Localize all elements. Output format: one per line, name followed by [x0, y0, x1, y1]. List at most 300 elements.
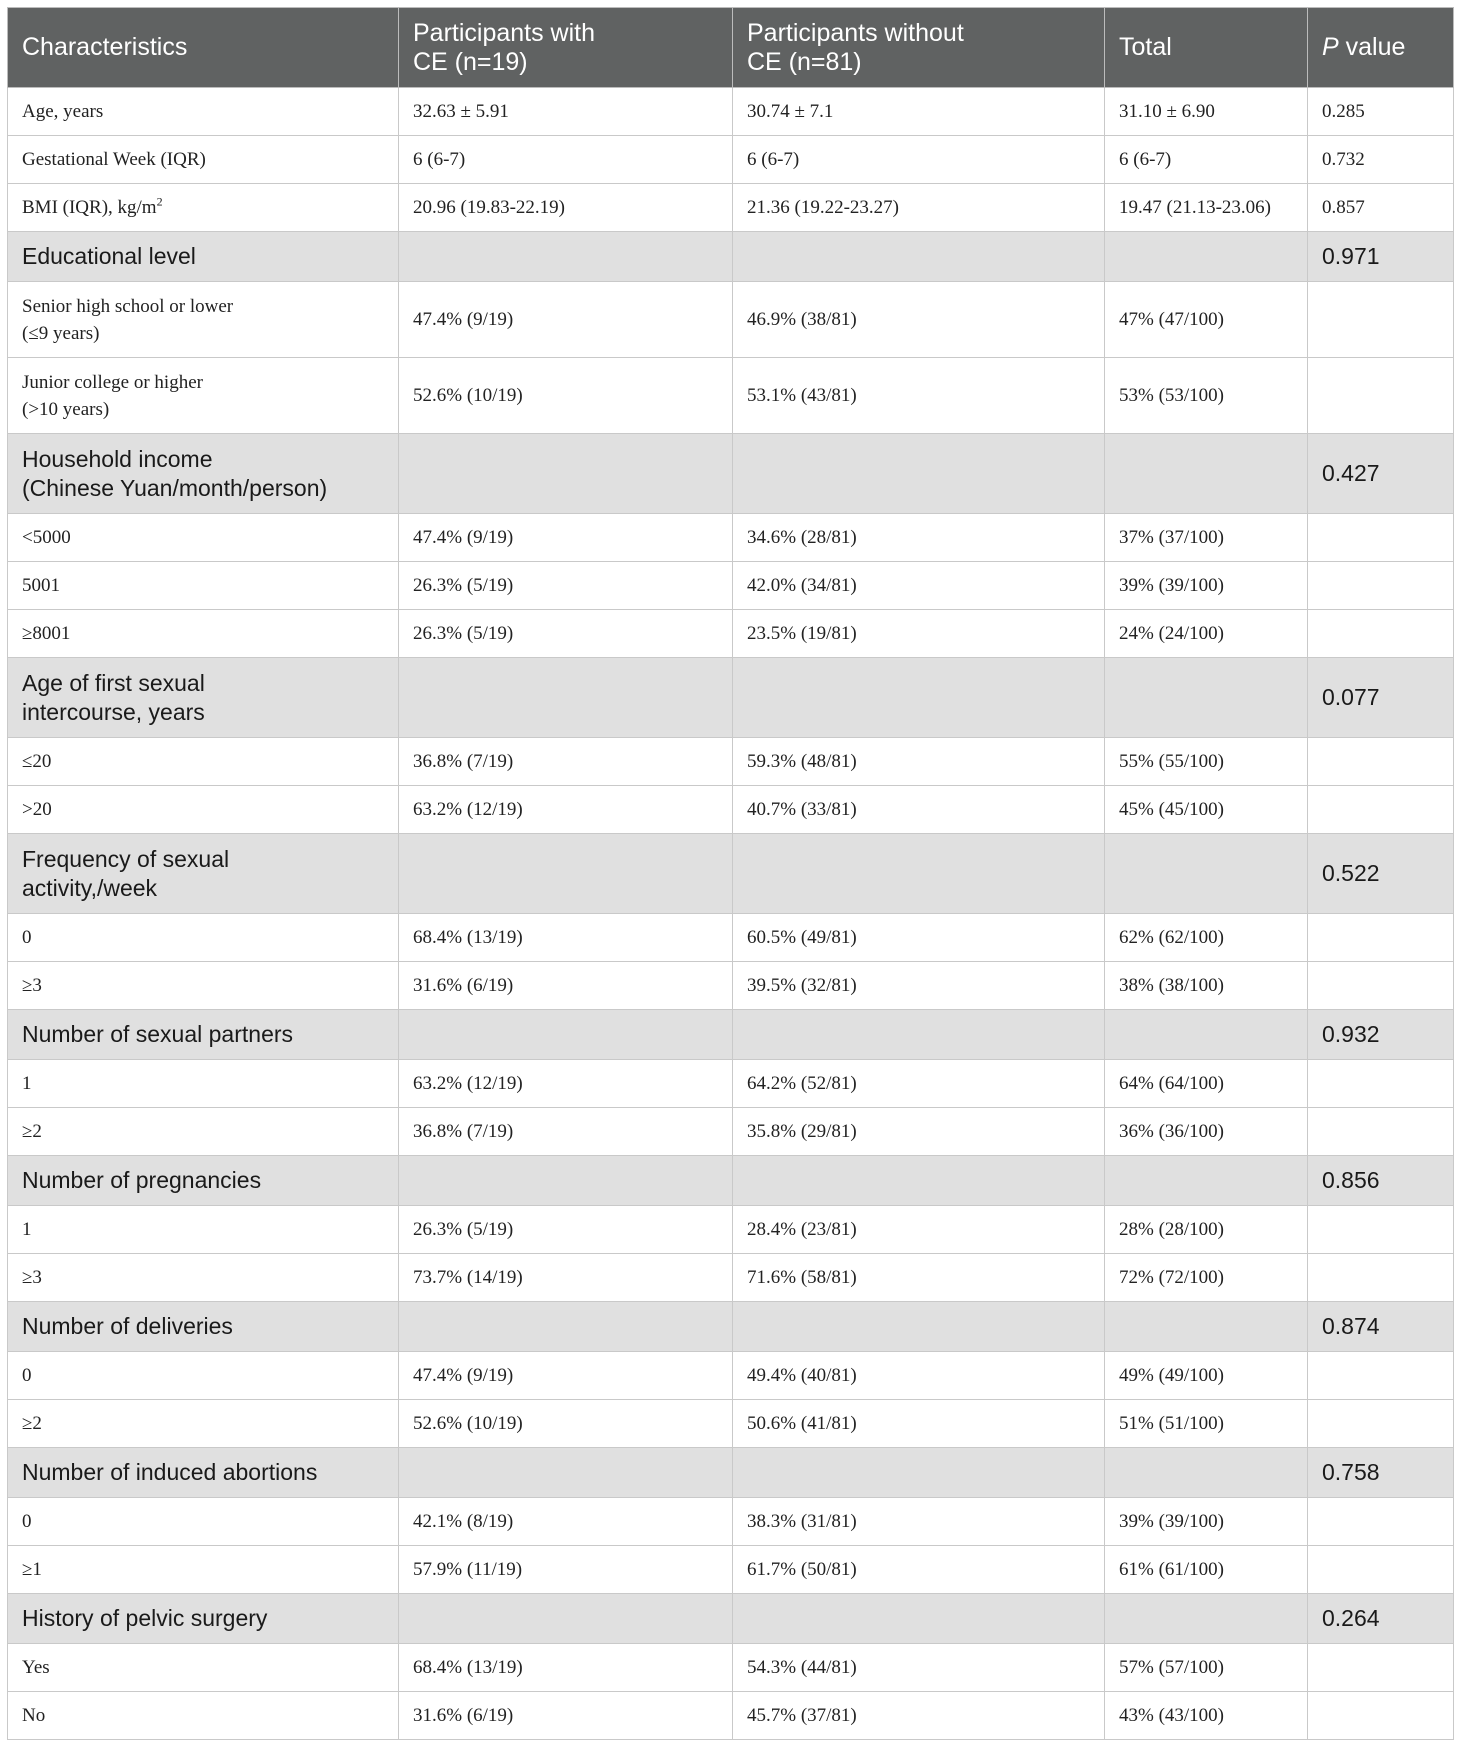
cell-text: 1: [22, 1219, 32, 1240]
category-p-value: [1308, 1156, 1454, 1206]
value-total: [1105, 358, 1308, 434]
category-empty-with: [399, 1010, 733, 1060]
category-empty-with: [399, 1302, 733, 1352]
cell-text: History of pelvic surgery: [22, 1605, 268, 1631]
row-label: [8, 1254, 399, 1302]
value-without-ce: [733, 738, 1105, 786]
header-characteristics: Characteristics: [8, 8, 399, 88]
cell-text: 50.6% (41/81): [747, 1413, 857, 1434]
cell-text: 39% (39/100): [1119, 575, 1225, 596]
table-row: [8, 1108, 1454, 1156]
cell-text: 26.3% (5/19): [413, 1219, 514, 1240]
category-empty-total: [1105, 834, 1308, 914]
value-with-ce: [399, 184, 733, 232]
cell-text: ≥3: [22, 1267, 42, 1288]
cell-text: Number of induced abortions: [22, 1459, 318, 1485]
cell-text: 6 (6-7): [747, 149, 800, 170]
row-label: [8, 1644, 399, 1692]
category-p-value: [1308, 434, 1454, 514]
value-without-ce: [733, 610, 1105, 658]
value-p: [1308, 514, 1454, 562]
cell-text: No: [22, 1705, 46, 1726]
table-row: [8, 562, 1454, 610]
value-with-ce: [399, 1644, 733, 1692]
value-with-ce: [399, 610, 733, 658]
table-row: [8, 88, 1454, 136]
category-row: [8, 834, 1454, 914]
cell-text: Gestational Week (IQR): [22, 149, 206, 170]
cell-text: 28% (28/100): [1119, 1219, 1225, 1240]
category-label: [8, 658, 399, 738]
cell-text: 37% (37/100): [1119, 527, 1225, 548]
table-row: [8, 914, 1454, 962]
value-total: [1105, 1644, 1308, 1692]
cell-text: ≤20: [22, 751, 52, 772]
row-label: [8, 738, 399, 786]
table-row: [8, 962, 1454, 1010]
cell-text: 68.4% (13/19): [413, 1657, 523, 1678]
category-p-value: [1308, 658, 1454, 738]
category-empty-with: [399, 1448, 733, 1498]
cell-text: 31.6% (6/19): [413, 975, 514, 996]
category-empty-with: [399, 1156, 733, 1206]
category-empty-total: [1105, 1010, 1308, 1060]
category-empty-with: [399, 232, 733, 282]
table-row: [8, 1546, 1454, 1594]
value-p: [1308, 1108, 1454, 1156]
value-without-ce: [733, 914, 1105, 962]
value-total: [1105, 184, 1308, 232]
value-without-ce: [733, 1206, 1105, 1254]
category-label: [8, 1156, 399, 1206]
cell-text: activity,/week: [22, 874, 158, 901]
value-p: [1308, 1546, 1454, 1594]
cell-text: 45.7% (37/81): [747, 1705, 857, 1726]
table-row: [8, 1206, 1454, 1254]
cell-text: 57.9% (11/19): [413, 1559, 523, 1580]
value-without-ce: [733, 562, 1105, 610]
value-p: [1308, 184, 1454, 232]
table-header-row: [8, 8, 1454, 88]
value-with-ce: [399, 514, 733, 562]
category-empty-total: [1105, 232, 1308, 282]
value-without-ce: [733, 88, 1105, 136]
cell-text: 0.264: [1322, 1605, 1380, 1631]
value-p: [1308, 1498, 1454, 1546]
table-row: [8, 1060, 1454, 1108]
value-total: [1105, 1060, 1308, 1108]
cell-text: 63.2% (12/19): [413, 1073, 523, 1094]
value-total: [1105, 1692, 1308, 1740]
cell-text: 61.7% (50/81): [747, 1559, 857, 1580]
cell-text: 45% (45/100): [1119, 799, 1225, 820]
cell-text: 51% (51/100): [1119, 1413, 1225, 1434]
value-without-ce: [733, 1352, 1105, 1400]
value-p: [1308, 1352, 1454, 1400]
superscript: 2: [156, 194, 163, 209]
header-total: Total: [1105, 8, 1308, 88]
cell-text: (≤9 years): [22, 322, 100, 344]
category-empty-without: [733, 434, 1105, 514]
row-label: [8, 1692, 399, 1740]
value-without-ce: [733, 1254, 1105, 1302]
characteristics-table-container: [7, 7, 1453, 1740]
table-row: [8, 282, 1454, 358]
row-label: [8, 962, 399, 1010]
value-total: [1105, 1206, 1308, 1254]
value-p: [1308, 738, 1454, 786]
value-with-ce: [399, 1108, 733, 1156]
value-with-ce: [399, 282, 733, 358]
row-label: [8, 1546, 399, 1594]
cell-text: >20: [22, 799, 52, 820]
cell-text: 47% (47/100): [1119, 309, 1225, 330]
value-with-ce: [399, 1352, 733, 1400]
cell-text: 73.7% (14/19): [413, 1267, 523, 1288]
table-row: [8, 184, 1454, 232]
row-label: [8, 514, 399, 562]
cell-text: Number of deliveries: [22, 1313, 233, 1339]
cell-text: Age of first sexual: [22, 669, 205, 696]
header-with-ce: Participants with CE (n=19): [399, 8, 733, 88]
cell-text: 36% (36/100): [1119, 1121, 1225, 1142]
cell-text: Senior high school or lower: [22, 295, 234, 317]
table-row: [8, 1254, 1454, 1302]
category-p-value: [1308, 1010, 1454, 1060]
cell-text: ≥8001: [22, 623, 71, 644]
category-empty-total: [1105, 1594, 1308, 1644]
value-with-ce: [399, 914, 733, 962]
value-without-ce: [733, 1644, 1105, 1692]
value-total: [1105, 610, 1308, 658]
cell-text: 38.3% (31/81): [747, 1511, 857, 1532]
category-empty-without: [733, 1010, 1105, 1060]
table-row: [8, 514, 1454, 562]
cell-text: 0: [22, 927, 32, 948]
cell-text: 30.74 ± 7.1: [747, 101, 834, 122]
value-total: [1105, 738, 1308, 786]
value-without-ce: [733, 358, 1105, 434]
value-with-ce: [399, 1400, 733, 1448]
cell-text: 42.1% (8/19): [413, 1511, 514, 1532]
cell-text: Junior college or higher: [22, 371, 203, 393]
cell-text: 0.971: [1322, 243, 1380, 269]
cell-text: 72% (72/100): [1119, 1267, 1225, 1288]
category-p-value: [1308, 834, 1454, 914]
cell-text: 0.077: [1322, 684, 1380, 710]
cell-text: 28.4% (23/81): [747, 1219, 857, 1240]
cell-text: 64% (64/100): [1119, 1073, 1225, 1094]
cell-text: 26.3% (5/19): [413, 575, 514, 596]
cell-text: ≥2: [22, 1121, 42, 1142]
row-label: [8, 358, 399, 434]
category-row: [8, 434, 1454, 514]
value-total: [1105, 1400, 1308, 1448]
value-total: [1105, 1546, 1308, 1594]
row-label: [8, 184, 399, 232]
value-total: [1105, 88, 1308, 136]
cell-text: ≥1: [22, 1559, 42, 1580]
category-empty-with: [399, 658, 733, 738]
value-total: [1105, 1108, 1308, 1156]
category-empty-without: [733, 1594, 1105, 1644]
row-label: [8, 88, 399, 136]
cell-text: 42.0% (34/81): [747, 575, 857, 596]
row-label: [8, 136, 399, 184]
value-p: [1308, 1254, 1454, 1302]
row-label: [8, 914, 399, 962]
cell-text: 71.6% (58/81): [747, 1267, 857, 1288]
row-label: [8, 282, 399, 358]
cell-text: 62% (62/100): [1119, 927, 1225, 948]
cell-text: 43% (43/100): [1119, 1705, 1225, 1726]
cell-text: (>10 years): [22, 398, 110, 420]
cell-text: 39.5% (32/81): [747, 975, 857, 996]
value-p: [1308, 786, 1454, 834]
cell-text: Educational level: [22, 243, 196, 269]
value-total: [1105, 282, 1308, 358]
value-p: [1308, 88, 1454, 136]
cell-text: 6 (6-7): [1119, 149, 1172, 170]
value-p: [1308, 1060, 1454, 1108]
value-without-ce: [733, 1692, 1105, 1740]
value-p: [1308, 136, 1454, 184]
category-empty-total: [1105, 1448, 1308, 1498]
row-label: [8, 1352, 399, 1400]
row-label: [8, 1060, 399, 1108]
cell-text: 0.857: [1322, 197, 1365, 218]
row-label: [8, 1108, 399, 1156]
cell-text: Frequency of sexual: [22, 845, 230, 872]
value-with-ce: [399, 1692, 733, 1740]
table-row: [8, 738, 1454, 786]
value-total: [1105, 514, 1308, 562]
cell-text: 26.3% (5/19): [413, 623, 514, 644]
category-row: [8, 658, 1454, 738]
row-label: [8, 1400, 399, 1448]
cell-text: 53% (53/100): [1119, 385, 1225, 406]
category-empty-with: [399, 1594, 733, 1644]
cell-text: 68.4% (13/19): [413, 927, 523, 948]
table-row: [8, 786, 1454, 834]
value-with-ce: [399, 562, 733, 610]
cell-text: 32.63 ± 5.91: [413, 101, 509, 122]
cell-text: 24% (24/100): [1119, 623, 1225, 644]
value-total: [1105, 1254, 1308, 1302]
cell-text: 39% (39/100): [1119, 1511, 1225, 1532]
value-total: [1105, 136, 1308, 184]
cell-text: 47.4% (9/19): [413, 309, 514, 330]
cell-text: 63.2% (12/19): [413, 799, 523, 820]
category-p-value: [1308, 1448, 1454, 1498]
cell-text: Age, years: [22, 101, 104, 122]
category-empty-total: [1105, 1302, 1308, 1352]
value-p: [1308, 562, 1454, 610]
cell-text: 0.932: [1322, 1021, 1380, 1047]
value-with-ce: [399, 1060, 733, 1108]
category-p-value: [1308, 1302, 1454, 1352]
category-label: [8, 1010, 399, 1060]
cell-text: 60.5% (49/81): [747, 927, 857, 948]
value-p: [1308, 962, 1454, 1010]
category-row: [8, 1302, 1454, 1352]
cell-text: 57% (57/100): [1119, 1657, 1225, 1678]
cell-text: 0.732: [1322, 149, 1365, 170]
category-row: [8, 1156, 1454, 1206]
value-total: [1105, 562, 1308, 610]
cell-text: 31.6% (6/19): [413, 1705, 514, 1726]
cell-text: 47.4% (9/19): [413, 1365, 514, 1386]
row-label: [8, 1206, 399, 1254]
value-total: [1105, 1498, 1308, 1546]
category-empty-total: [1105, 1156, 1308, 1206]
cell-text: 34.6% (28/81): [747, 527, 857, 548]
value-p: [1308, 1644, 1454, 1692]
value-without-ce: [733, 1108, 1105, 1156]
cell-text: ≥2: [22, 1413, 42, 1434]
cell-text: ≥3: [22, 975, 42, 996]
category-empty-total: [1105, 434, 1308, 514]
value-with-ce: [399, 786, 733, 834]
table-row: [8, 610, 1454, 658]
cell-text: 0.856: [1322, 1167, 1380, 1193]
table-row: [8, 1400, 1454, 1448]
header-without-ce: Participants without CE (n=81): [733, 8, 1105, 88]
cell-text: 23.5% (19/81): [747, 623, 857, 644]
category-empty-with: [399, 434, 733, 514]
cell-text: 0.285: [1322, 101, 1365, 122]
cell-text: 53.1% (43/81): [747, 385, 857, 406]
value-without-ce: [733, 282, 1105, 358]
row-label: [8, 1498, 399, 1546]
cell-text: 35.8% (29/81): [747, 1121, 857, 1142]
cell-text: 36.8% (7/19): [413, 751, 514, 772]
category-row: [8, 1448, 1454, 1498]
cell-text: Number of sexual partners: [22, 1021, 294, 1047]
value-with-ce: [399, 1498, 733, 1546]
cell-text: 47.4% (9/19): [413, 527, 514, 548]
cell-text: 40.7% (33/81): [747, 799, 857, 820]
cell-text: 20.96 (19.83-22.19): [413, 197, 565, 218]
cell-text: <5000: [22, 527, 71, 548]
value-with-ce: [399, 136, 733, 184]
cell-text: Number of pregnancies: [22, 1167, 262, 1193]
value-without-ce: [733, 786, 1105, 834]
cell-text: 0: [22, 1511, 32, 1532]
row-label: [8, 610, 399, 658]
category-empty-without: [733, 658, 1105, 738]
cell-text: 52.6% (10/19): [413, 385, 523, 406]
cell-text: 54.3% (44/81): [747, 1657, 857, 1678]
value-p: [1308, 358, 1454, 434]
value-without-ce: [733, 1400, 1105, 1448]
category-row: [8, 1010, 1454, 1060]
cell-text: 21.36 (19.22-23.27): [747, 197, 899, 218]
cell-text: 55% (55/100): [1119, 751, 1225, 772]
cell-text: 49% (49/100): [1119, 1365, 1225, 1386]
value-with-ce: [399, 962, 733, 1010]
table-row: [8, 1644, 1454, 1692]
cell-text: Yes: [22, 1657, 50, 1678]
value-without-ce: [733, 1546, 1105, 1594]
value-without-ce: [733, 1498, 1105, 1546]
value-total: [1105, 962, 1308, 1010]
table-row: [8, 1692, 1454, 1740]
value-total: [1105, 786, 1308, 834]
category-label: [8, 834, 399, 914]
category-empty-without: [733, 1448, 1105, 1498]
cell-text: 36.8% (7/19): [413, 1121, 514, 1142]
cell-text: Household income: [22, 445, 213, 472]
category-empty-without: [733, 1302, 1105, 1352]
value-p: [1308, 1206, 1454, 1254]
category-empty-with: [399, 834, 733, 914]
category-empty-without: [733, 232, 1105, 282]
cell-text: 31.10 ± 6.90: [1119, 101, 1215, 122]
cell-text: 6 (6-7): [413, 149, 466, 170]
value-with-ce: [399, 738, 733, 786]
value-without-ce: [733, 962, 1105, 1010]
value-p: [1308, 610, 1454, 658]
value-without-ce: [733, 136, 1105, 184]
cell-text: 59.3% (48/81): [747, 751, 857, 772]
cell-text: 0: [22, 1365, 32, 1386]
category-row: [8, 232, 1454, 282]
category-p-value: [1308, 232, 1454, 282]
value-without-ce: [733, 514, 1105, 562]
value-with-ce: [399, 1206, 733, 1254]
cell-text: (Chinese Yuan/month/person): [22, 474, 328, 501]
row-label: [8, 562, 399, 610]
category-empty-total: [1105, 658, 1308, 738]
value-with-ce: [399, 88, 733, 136]
header-p-value: P value: [1308, 8, 1454, 88]
cell-text: intercourse, years: [22, 698, 205, 725]
value-p: [1308, 1400, 1454, 1448]
table-row: [8, 136, 1454, 184]
cell-text: 46.9% (38/81): [747, 309, 857, 330]
category-p-value: [1308, 1594, 1454, 1644]
cell-text: 49.4% (40/81): [747, 1365, 857, 1386]
value-p: [1308, 1692, 1454, 1740]
category-empty-without: [733, 834, 1105, 914]
value-with-ce: [399, 1254, 733, 1302]
table-body: [8, 88, 1454, 1740]
cell-text: 5001: [22, 575, 60, 596]
characteristics-table: [7, 7, 1454, 1740]
table-row: [8, 1498, 1454, 1546]
cell-text: 61% (61/100): [1119, 1559, 1225, 1580]
cell-text: 64.2% (52/81): [747, 1073, 857, 1094]
cell-text: 1: [22, 1073, 32, 1094]
cell-text: 0.758: [1322, 1459, 1380, 1485]
category-label: [8, 1448, 399, 1498]
value-p: [1308, 914, 1454, 962]
value-total: [1105, 914, 1308, 962]
cell-text: 19.47 (21.13-23.06): [1119, 197, 1271, 218]
cell-text: 0.874: [1322, 1313, 1380, 1339]
row-label: [8, 786, 399, 834]
category-label: [8, 1594, 399, 1644]
cell-text: BMI (IQR), kg/m: [22, 197, 157, 218]
value-without-ce: [733, 1060, 1105, 1108]
table-row: [8, 1352, 1454, 1400]
cell-text: 0.427: [1322, 460, 1380, 486]
category-label: [8, 232, 399, 282]
category-label: [8, 1302, 399, 1352]
value-with-ce: [399, 358, 733, 434]
cell-text: 0.522: [1322, 860, 1380, 886]
